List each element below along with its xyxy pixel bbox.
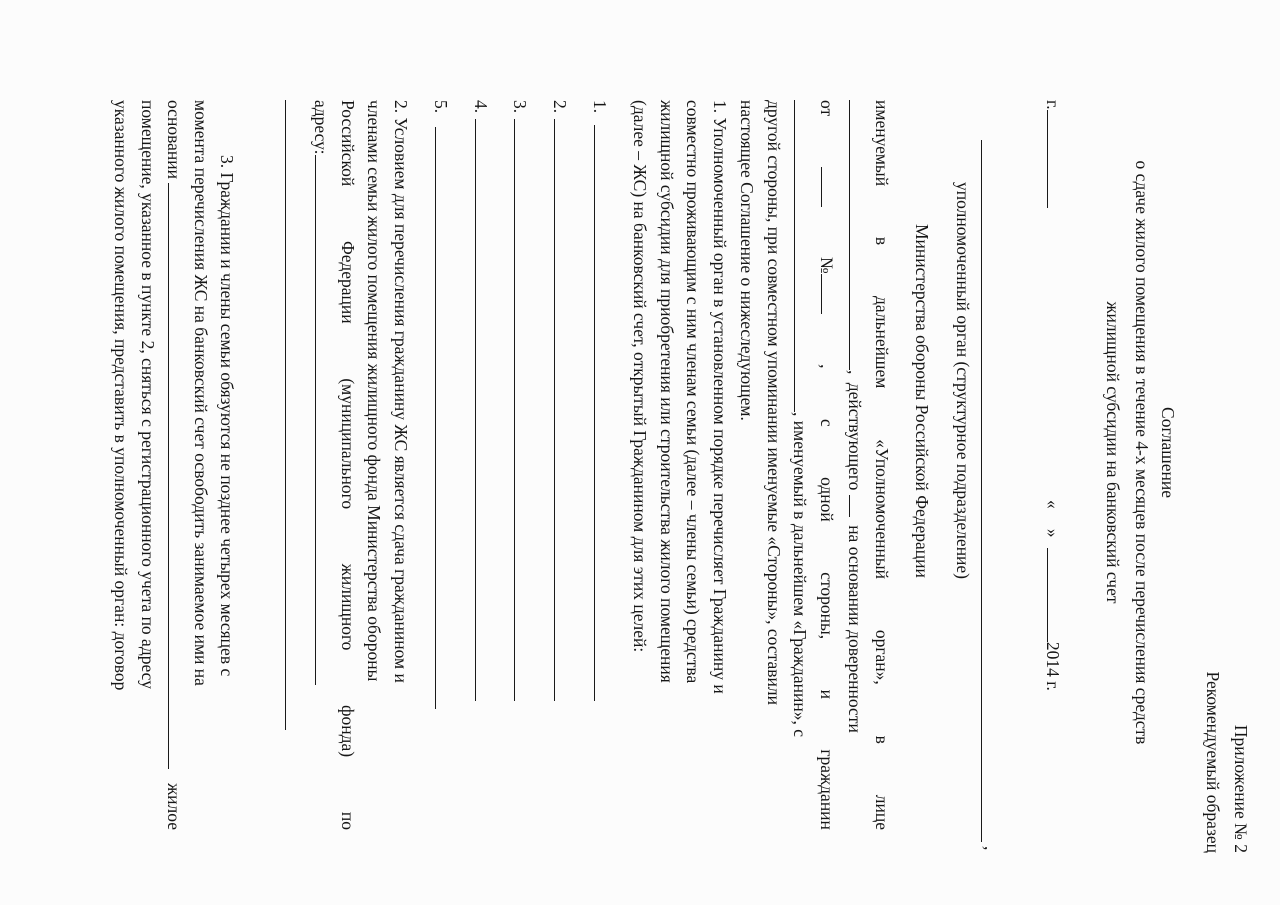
clause2-line-4: адресу: (306, 100, 336, 685)
clause2-line-2: членами семьи жилого помещения жилищного фонда Министерства обороны (364, 100, 384, 682)
citizen-name-blank (794, 100, 815, 412)
clause2-line-1: 2. Условием для перечисления гражданину ЖС является сдача гражданином и (391, 100, 411, 683)
member-item-5: 5. (426, 100, 456, 709)
member-item-1: 1. (585, 100, 615, 701)
basis-blank (168, 183, 189, 769)
representative-position-blank (849, 495, 870, 517)
member-blank-3 (514, 119, 535, 701)
clause1-line-1: 1. Уполномоченный орган в установленном порядке перечисляет Гражданину и (710, 100, 730, 694)
ministry-name: Министерства обороны Российской Федерации (912, 224, 932, 578)
organ-line-comma: , (981, 846, 1001, 851)
clause1-line-4: (далее – ЖС) на банковский счет, открытый Гражданином для этих целей: (630, 100, 650, 653)
clause1-line-3: жилищной субсидии для приобретения или строительства жилого помещения (657, 100, 677, 683)
day-close-quote: » (1043, 528, 1063, 538)
clause3-line-2: момента перечисления ЖС на банковский счет освободить занимаемое ими на (191, 100, 211, 686)
parties-line-5: другой стороны, при совместном упоминании именуемые «Стороны», составили (764, 100, 784, 705)
parties-line-4: , именуемый в дальнейшем «Гражданин», с (785, 100, 815, 830)
parties-line-2: , действующего на основании доверенности (840, 100, 870, 830)
address-blank (315, 155, 336, 685)
member-item-2: 2. (545, 100, 575, 701)
clause3-line-3: основании жилое (159, 100, 189, 830)
member-blank-1 (594, 125, 615, 701)
address-blank-2 (285, 100, 286, 730)
date-fields (1038, 500, 1068, 830)
parties-line-6: настоящее Соглашение о нижеследующем. (737, 100, 757, 421)
member-blank-4 (475, 119, 496, 701)
year-label: 2014 г. (1043, 641, 1063, 691)
organ-caption: уполномоченный орган (структурное подразделение) (953, 182, 973, 580)
member-blank-2 (554, 119, 575, 701)
month-blank (1047, 548, 1068, 642)
clause3-line-4: помещение, указанное в пункте 2, сняться с регистрационного учета по адресу (138, 100, 158, 689)
clause3-line-1: 3. Граждании и члены семьи обязуются не позднее четырех месяцев с (217, 155, 237, 677)
organ-blank-line (981, 140, 982, 842)
city-prefix: г. (1043, 100, 1063, 110)
doc-subtitle-1: о сдаче жилого помещения в течение 4-х месяцев после перечисления средств (1132, 160, 1152, 745)
proxy-number-blank (821, 274, 842, 314)
city-blank (1047, 110, 1068, 208)
member-item-3: 3. (505, 100, 535, 701)
sample-label: Рекомендуемый образец (1203, 671, 1223, 853)
member-blank-5 (435, 127, 456, 709)
proxy-date-blank (821, 167, 842, 207)
doc-title: Соглашение (1158, 407, 1178, 498)
representative-blank (849, 100, 870, 370)
parties-line-3: от № , с одной стороны, и гражданин (812, 100, 842, 830)
appendix-label: Приложение № 2 (1231, 724, 1251, 853)
day-open-quote: « (1043, 500, 1063, 509)
parties-line-1: именуемый в дальнейшем «Уполномоченный орган», в лице (872, 100, 892, 830)
doc-subtitle-2: жилищной субсидии на банковский счет (1103, 301, 1123, 604)
clause1-line-2: совместно проживающим с ним членам семьи (далее – члены семьи) средства (683, 100, 703, 684)
member-item-4: 4. (466, 100, 496, 701)
clause3-line-5: указанного жилого помещения, представить в уполномоченный орган: договор (111, 100, 131, 691)
clause2-line-3: Российской Федерации (муниципального жилищного фонда) по (338, 100, 358, 830)
